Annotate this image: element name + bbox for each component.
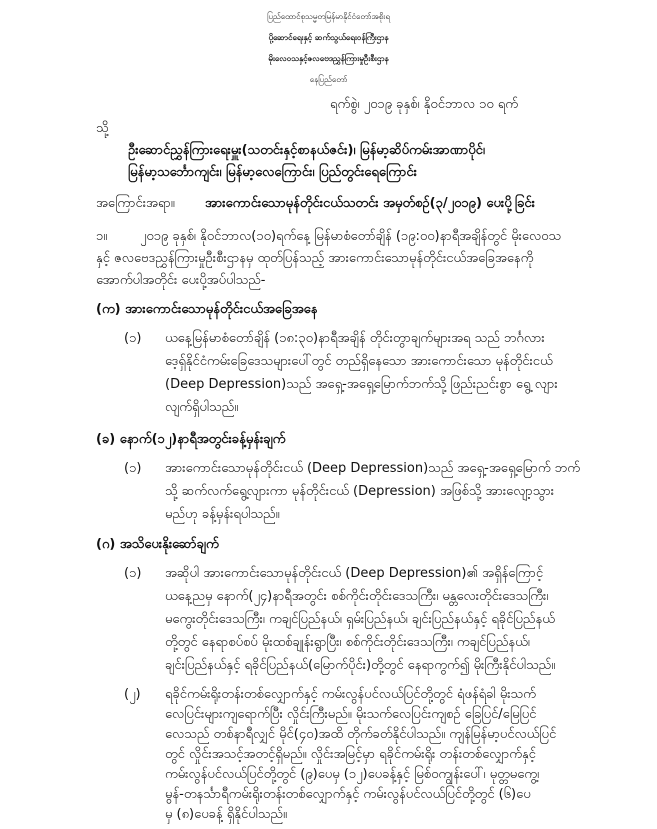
section-kha-line: အားကောင်းသောမုန်တိုင်းငယ် (Deep Depression)သည် အရှေ့-အရှေ့မြောက် ဘက်	[165, 461, 580, 476]
section-ga-item1-line: တို့တွင် နေရာစပ်စပ် မိုးထစ်ချုန်းရွာပြီး၊ စစ်ကိုင်းတိုင်းဒေသကြီး၊ ကချင်ပြည်နယ်၊	[165, 635, 530, 650]
subject-label: အကြောင်းအရာ။	[96, 196, 175, 211]
intro-line: နှင့် ဇလဗေဒညွှန်ကြားမှုဦးစီးဌာနမှ ထုတ်ပြန်သည့် အားကောင်းသောမုန်တိုင်းငယ်အခြေအနေကို	[96, 251, 534, 266]
section-ga-item1-line: ချင်းပြည်နယ်နှင့် ရခိုင်ပြည်နယ်(မြောက်ပိုင်း)တို့တွင် နေရာကွက်၍ မိုးကြီးနိုင်ပါသည်။	[165, 658, 556, 673]
section-ga-item1-line: ယနေ့ညမှ နောက်(၂၄)နာရီအတွင်း စစ်ကိုင်းတိုင်းဒေသကြီး၊ မန္တလေးတိုင်းဒေသကြီး၊	[165, 589, 549, 604]
section-ga-item2-line: တွင် လှိုင်းအသင့်အတင့်ရှိမည်။ လှိုင်းအမြင့်မှာ ရခိုင်ကမ်းရိုး တန်းတစ်လျှောက်နှင့်	[165, 747, 536, 762]
document-date: ရက်စွဲ၊ ၂၀၁၉ ခုနှစ်၊ နိုဝင်ဘာလ ၁၀ ရက်	[330, 97, 519, 112]
item-number: (၁)	[124, 566, 142, 581]
section-ga-item2-line: လေပြင်းများကျရောက်ပြီး လှိုင်းကြီးမည်။ မိုးသက်လေပြင်းကျစဉ် ခြေပြင်/မြေပြင်	[165, 707, 537, 722]
section-ga-item2-line: ရခိုင်ကမ်းရိုးတန်းတစ်လျှောက်နှင့် ကမ်းလွန်ပင်လယ်ပြင်တို့တွင် ရံဖန်ရံခါ မိုးသက်	[165, 687, 536, 702]
section-ga-item1-line: မကွေးတိုင်းဒေသကြီး၊ ကချင်ပြည်နယ်၊ ရှမ်းပြည်နယ်၊ ချင်းပြည်နယ်နှင့် ရခိုင်ပြည်နယ်	[165, 612, 555, 627]
section-heading-ga: (ဂ) အသိပေးနိုးဆော်ချက်	[96, 537, 219, 552]
header-department: မိုးလေဝသနှင့်ဇလဗေဒညွှန်ကြားမှုဦးစီးဌာန	[268, 54, 389, 63]
item-number: (၂)	[124, 687, 141, 702]
item-number: (၁)	[124, 331, 142, 346]
section-kha-line: မည်ဟု ခန့်မှန်းရပါသည်။	[165, 507, 280, 522]
section-ka-line: ယနေ့မြန်မာစံတော်ချိန် (၁၈:၃၀)နာရီအချိန် တိုင်းတွာချက်များအရ သည် ဘင်္ဂလား	[165, 331, 545, 346]
section-heading-ka: (က) အားကောင်းသောမုန်တိုင်းငယ်အခြေအနေ	[96, 302, 318, 317]
section-ga-item2-line: လေသည် တစ်နာရီလျှင် မိုင်(၄၀)အထိ တိုက်ခတ်နိုင်ပါသည်။ ကျန်မြန်မာ့ပင်လယ်ပြင်	[165, 727, 557, 742]
subject-text: အားကောင်းသောမုန်တိုင်းငယ်သတင်း အမှတ်စဉ်(၃/၂၀၁၉) ပေးပို့ခြင်း	[205, 196, 535, 211]
section-ka-line: ဒေ့ရှ်နိုင်ငံကမ်းခြေဒေသများပေါ်တွင် တည်ရှိနေသော အားကောင်းသော မုန်တိုင်းငယ်	[165, 354, 553, 369]
item-number: (၁)	[124, 461, 142, 476]
section-ga-item2-line: မွန်-တနင်္သာရီကမ်းရိုးတန်းတစ်လျှောက်နှင့် ကမ်းလွန်ပင်လယ်ပြင်တို့တွင် (၆)ပေ	[165, 787, 531, 802]
header-location: နေပြည်တော်	[309, 75, 348, 84]
paragraph-number: ၁။	[96, 229, 108, 244]
intro-line: အောက်ပါအတိုင်း ပေးပို့အပ်ပါသည်-	[96, 273, 266, 288]
section-kha-line: သို့ ဆက်လက်ရွေ့လျားကာ မုန်တိုင်းငယ် (Depression) အဖြစ်သို့ အားလျော့သွား	[165, 484, 554, 499]
intro-line: ၂၀၁၉ ခုနှစ်၊ နိုဝင်ဘာလ(၁၀)ရက်နေ့ မြန်မာစံတော်ချိန် (၁၉:၀၀)နာရီအချိန်တွင် မိုးလေဝသ	[140, 229, 562, 244]
section-ka-line: လျက်ရှိပါသည်။	[165, 400, 239, 415]
section-ga-item2-line: မှ (၈)ပေခန့် ရှိနိုင်ပါသည်။	[165, 807, 287, 822]
recipient-line-2: မြန်မာ့သင်္ဘောကျင်း၊ မြန်မာ့လေကြောင်း၊ ပြည်တွင်းရေကြောင်း	[128, 165, 417, 180]
section-ka-line: (Deep Depression)သည် အရှေ့-အရှေ့မြောက်ဘက်သို့ ဖြည်းညင်းစွာ ရွေ့ လျား	[165, 377, 558, 392]
header-ministry: ပို့ဆောင်ရေးနှင့် ဆက်သွယ်ရေးဝန်ကြီးဌာန	[268, 33, 389, 42]
header-government: ပြည်ထောင်စုသမ္မတမြန်မာနိုင်ငံတော်အစိုးရ	[267, 12, 390, 21]
recipient-line-1: ဦးဆောင်ညွှန်ကြားရေးမှူး(သတင်းနှင့်စာနယ်ဇင်း)၊ မြန်မာ့ဆိပ်ကမ်းအာဏာပိုင်၊	[128, 143, 485, 158]
section-ga-item1-line: အဆိုပါ အားကောင်းသောမုန်တိုင်းငယ် (Deep Depression)၏ အရှိန်ကြောင့်	[165, 566, 544, 581]
section-heading-kha: (ခ) နောက်(၁၂)နာရီအတွင်းခန့်မှန်းချက်	[96, 432, 286, 447]
recipient-to: သို့	[96, 121, 109, 136]
section-ga-item2-line: ကမ်းလွန်ပင်လယ်ပြင်တို့တွင် (၉)ပေမှ (၁၂)ပေခန့်နှင့် မြစ်ဝကျွန်းပေါ်၊ မုတ္တမကွေ့၊	[165, 767, 540, 782]
